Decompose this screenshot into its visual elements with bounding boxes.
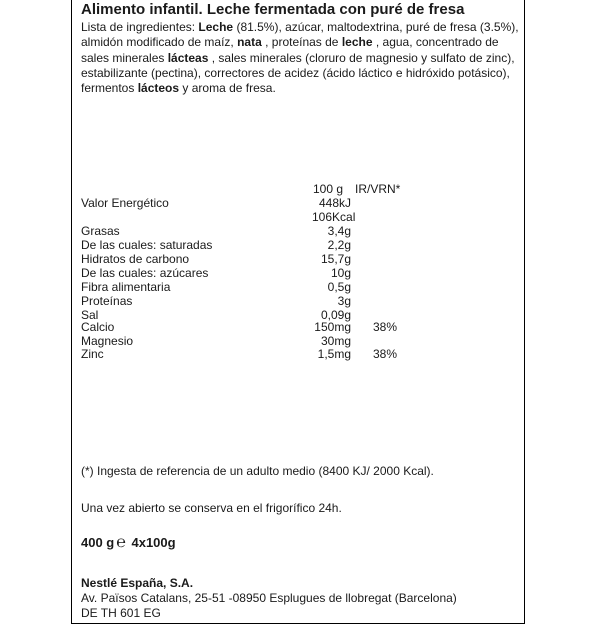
nutrient-value: 10g — [330, 266, 351, 280]
allergen-lacteas: lácteas — [167, 50, 209, 65]
nutrition-row — [0, 347, 600, 361]
nutrient-value: 150mg — [314, 320, 351, 334]
nutrient-name: Grasas — [81, 224, 120, 238]
nutrient-value: 0,5g — [327, 280, 351, 294]
nutrient-name: De las cuales: saturadas — [81, 238, 213, 252]
nutrition-row — [0, 320, 600, 334]
header-ir-vrn: IR/VRN* — [355, 182, 401, 196]
nutrient-value: 3g — [337, 294, 351, 308]
nutrition-row — [0, 266, 600, 280]
nutrient-name: Hidratos de carbono — [81, 252, 190, 266]
nutrition-row — [0, 334, 600, 348]
nutrient-value: 2,2g — [327, 238, 351, 252]
storage-instructions: Una vez abierto se conserva en el frigorífico 24h. — [81, 501, 342, 515]
nutrient-value: 15,7g — [320, 252, 351, 266]
nutrition-row — [0, 280, 600, 294]
nutrient-name: Fibra alimentaria — [81, 280, 171, 294]
nutrient-value-kj: 448kJ — [318, 196, 351, 210]
nutrition-header-row — [0, 182, 600, 196]
company-name: Nestlé España, S.A. — [81, 576, 194, 590]
nutrition-row — [0, 238, 600, 252]
health-mark-code: DE TH 601 EG — [81, 606, 161, 620]
nutrient-value: 0,09g — [320, 308, 351, 322]
ingredients-list — [81, 20, 521, 96]
nutrition-row — [0, 294, 600, 308]
allergen-leche: Leche — [198, 20, 234, 34]
allergen-nata: nata — [237, 35, 262, 50]
ingredients-text: Lista de ingredientes: — [81, 20, 199, 34]
nutrition-row-energy-kcal — [0, 210, 600, 224]
nutrient-value: 1,5mg — [317, 347, 351, 361]
reference-intake-footnote: (*) Ingesta de referencia de un adulto medio (8400 KJ/ 2000 Kcal). — [81, 464, 434, 478]
estimated-sign-icon: ℮ — [116, 532, 126, 551]
ingredients-text: , proteínas de — [261, 35, 342, 50]
nutrient-percent: 38% — [373, 320, 398, 334]
nutrition-row — [0, 252, 600, 266]
nutrient-name: Zinc — [81, 347, 104, 361]
nutrient-value-kcal: 106Kcal — [312, 210, 356, 224]
nutrition-row — [0, 224, 600, 238]
nutrient-name: Proteínas — [81, 294, 133, 308]
ingredients-text: (81.5%), azúcar, maltodextrina, puré de fresa (3.5%), almidón modificado de maíz, — [81, 20, 519, 50]
nutrient-value: 3,4g — [327, 224, 351, 238]
nutrition-row-energy — [0, 196, 600, 210]
allergen-lacteos: lácteos — [137, 81, 180, 96]
nutrient-name: Magnesio — [81, 334, 134, 348]
ingredients-text: , sales minerales (cloruro de magnesio y sulfato de zinc), estabilizante (pectina), correctores de acidez (ácido láctico e hidróxido potásico), fermentos — [81, 50, 515, 96]
pack-count: 4x100g — [131, 535, 176, 550]
net-weight-value: 400 g — [81, 535, 115, 550]
header-per-100g: 100 g — [313, 182, 344, 196]
nutrient-percent: 38% — [373, 347, 398, 361]
product-title: Alimento infantil. Leche fermentada con puré de fresa — [81, 1, 465, 18]
nutrient-value: 30mg — [320, 334, 351, 348]
net-weight — [81, 532, 176, 551]
ingredients-text: , agua, concentrado de sales minerales — [81, 35, 499, 65]
ingredients-text: y aroma de fresa. — [179, 81, 276, 96]
nutrient-name: De las cuales: azúcares — [81, 266, 209, 280]
company-address: Av. Països Catalans, 25-51 -08950 Esplugues de llobregat (Barcelona) — [81, 591, 457, 605]
allergen-leche: leche — [341, 35, 373, 50]
nutrient-name: Valor Energético — [81, 196, 169, 210]
nutrient-name: Sal — [81, 308, 99, 322]
nutrient-name: Calcio — [81, 320, 115, 334]
